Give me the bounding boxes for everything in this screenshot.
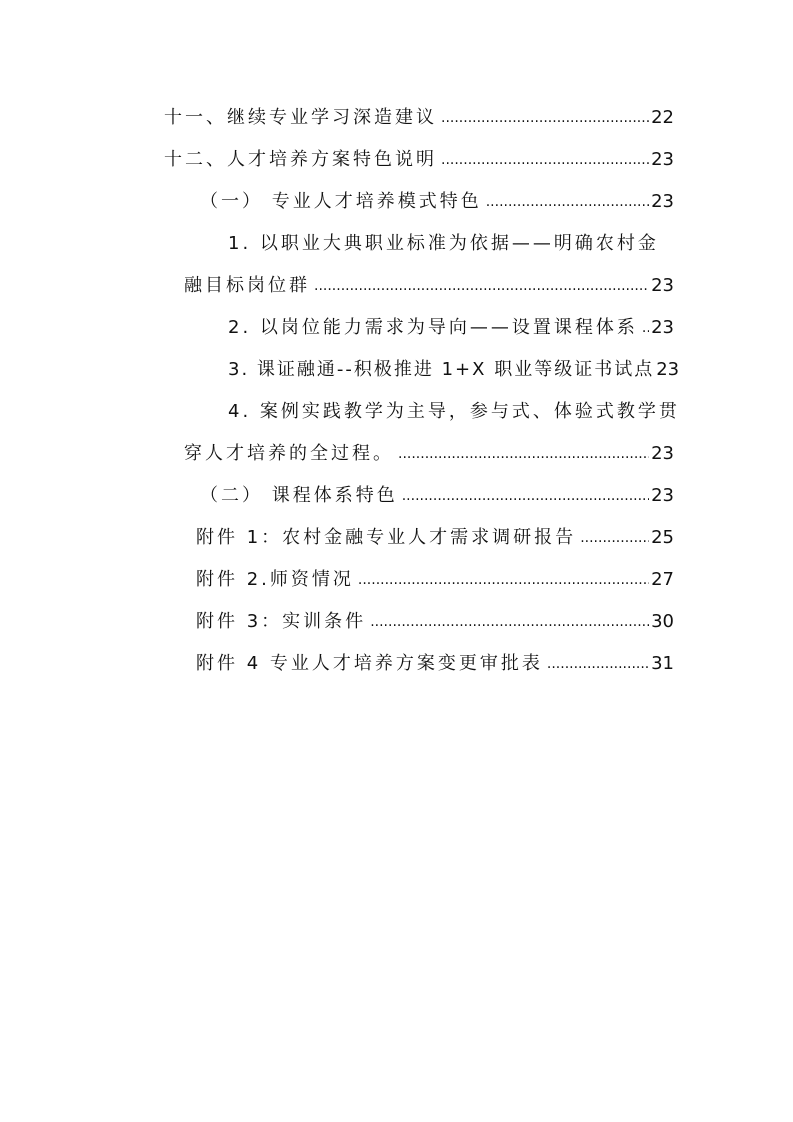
toc-entry-title: 附件 4 专业人才培养方案变更审批表 [196, 653, 543, 674]
toc-entry[interactable] [228, 352, 680, 382]
toc-page-number: 22 [651, 107, 674, 128]
toc-leader-dots [642, 319, 649, 337]
toc-page-number: 27 [651, 569, 674, 590]
toc-leader-dots [358, 571, 649, 589]
toc-entry-title: （一） 专业人才培养模式特色 [200, 191, 482, 212]
toc-entry-title-line2: 穿人才培养的全过程。 [184, 443, 394, 464]
toc-entry-title: 2. 以岗位能力需求为导向——设置课程体系 [228, 317, 638, 338]
toc-page-number: 23 [656, 359, 680, 380]
toc-entry-title: 3. 课证融通--积极推进 1+X 职业等级证书试点 [228, 359, 655, 380]
toc-entry[interactable] [184, 436, 674, 466]
toc-entry[interactable] [196, 520, 674, 550]
toc-page-number: 25 [651, 527, 674, 548]
toc-entry-title: 附件 3：实训条件 [196, 611, 367, 632]
toc-leader-dots [580, 529, 649, 547]
toc-entry-title: 十二、人才培养方案特色说明 [164, 149, 437, 170]
toc-page-number: 23 [651, 485, 674, 506]
toc-entry-title: 附件 1：农村金融专业人才需求调研报告 [196, 527, 577, 548]
toc-page-number: 23 [651, 443, 674, 464]
toc-leader-dots [314, 277, 649, 295]
toc-entry[interactable] [196, 562, 674, 592]
toc-page-number: 23 [651, 275, 674, 296]
toc-entry[interactable] [228, 310, 674, 340]
toc-entry[interactable] [196, 604, 674, 634]
toc-leader-dots [402, 487, 649, 505]
toc-leader-dots [398, 445, 649, 463]
toc-page-number: 23 [651, 317, 674, 338]
toc-page-number: 30 [651, 611, 674, 632]
toc-entry-title: 十一、继续专业学习深造建议 [164, 107, 437, 128]
toc-entry[interactable] [164, 142, 674, 172]
toc-entry[interactable] [200, 184, 674, 214]
toc-leader-dots [547, 655, 649, 673]
toc-entry[interactable] [184, 268, 674, 298]
toc-entry-title: （二） 课程体系特色 [200, 485, 398, 506]
toc-leader-dots [441, 109, 649, 127]
toc-entry[interactable] [200, 478, 674, 508]
toc-entry-title-line1[interactable]: 4. 案例实践教学为主导，参与式、体验式教学贯 [228, 401, 680, 422]
toc-entry-title-line2: 融目标岗位群 [184, 275, 310, 296]
toc-leader-dots [441, 151, 649, 169]
toc-entry[interactable] [196, 646, 674, 676]
toc-entry-title: 附件 2.师资情况 [196, 569, 354, 590]
toc-page-number: 23 [651, 149, 674, 170]
toc-entry-title-line1[interactable]: 1. 以职业大典职业标准为依据——明确农村金 [228, 233, 659, 254]
toc-leader-dots [370, 613, 649, 631]
toc-entry[interactable] [164, 100, 674, 130]
toc-leader-dots [486, 193, 649, 211]
toc-page-number: 23 [651, 191, 674, 212]
toc-page-number: 31 [651, 653, 674, 674]
